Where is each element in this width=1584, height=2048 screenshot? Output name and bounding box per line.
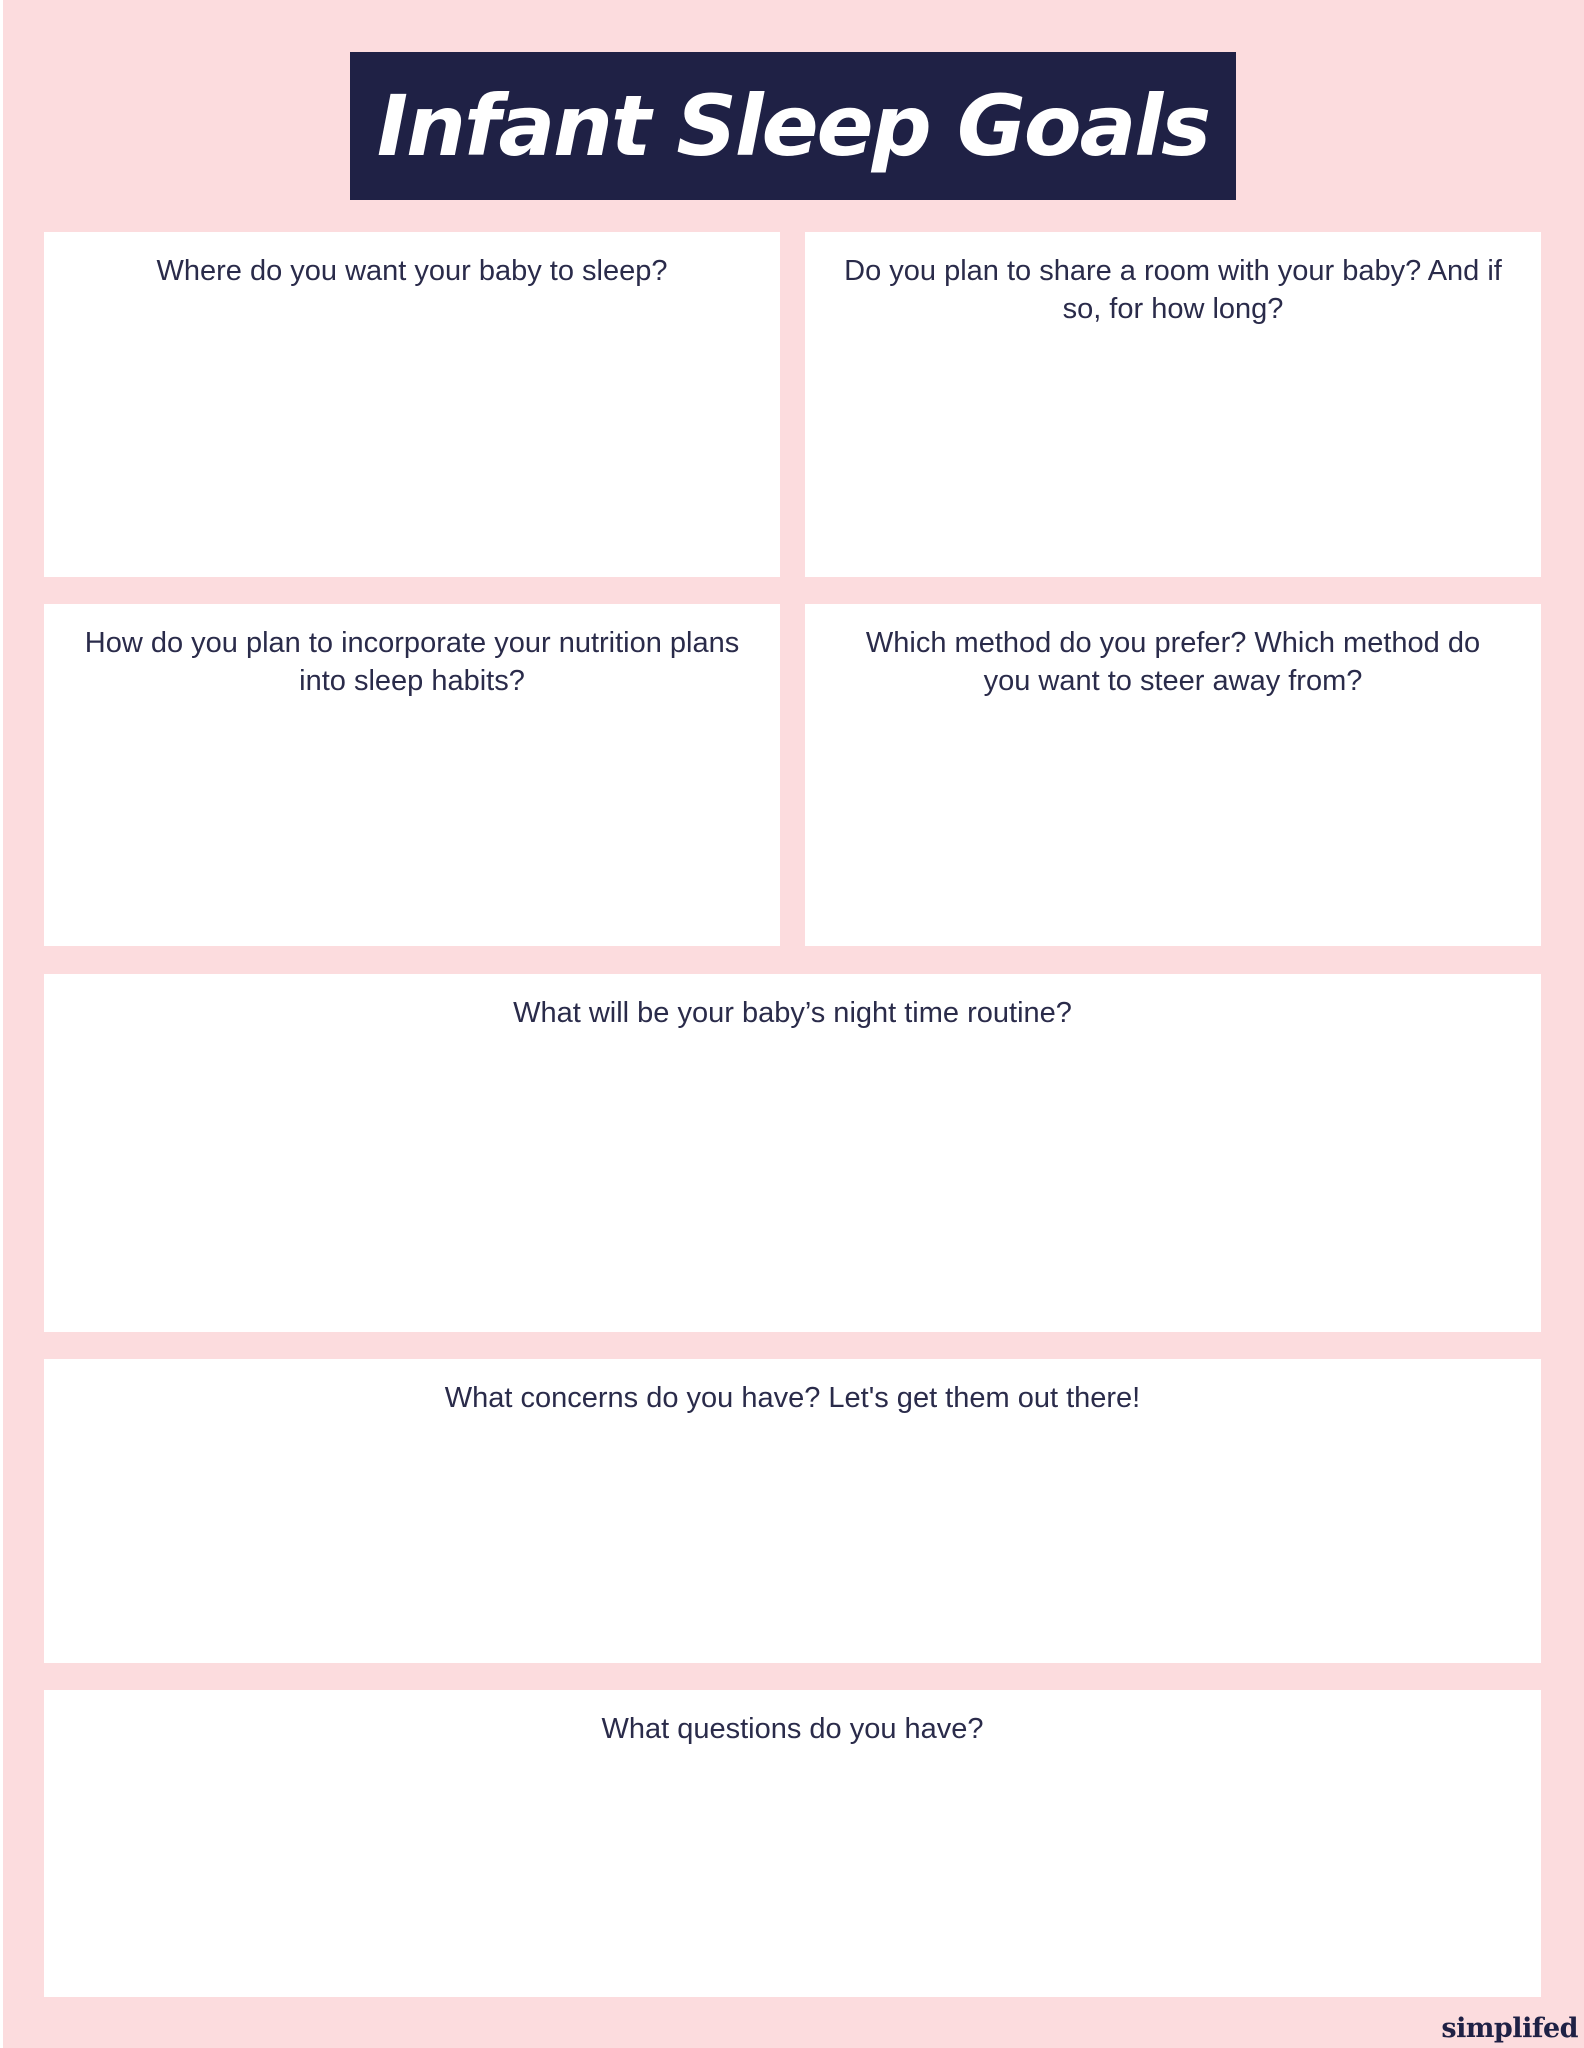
question-sleep-location: Where do you want your baby to sleep? bbox=[156, 255, 668, 287]
answer-box-preferred-method[interactable] bbox=[805, 604, 1541, 946]
simplifed-logo: simplifed bbox=[1441, 2013, 1578, 2044]
answer-box-questions[interactable] bbox=[44, 1690, 1541, 1997]
answer-box-sleep-location[interactable] bbox=[44, 232, 780, 577]
question-night-routine: What will be your baby’s night time routine? bbox=[513, 997, 1072, 1029]
answer-box-concerns[interactable] bbox=[44, 1359, 1541, 1663]
title-banner bbox=[350, 52, 1236, 200]
answer-box-nutrition-plans[interactable] bbox=[44, 604, 780, 946]
question-preferred-method: Which method do you prefer? Which method do you want to steer away from? bbox=[865, 627, 1481, 697]
page-left-edge bbox=[0, 0, 3, 2048]
question-nutrition-plans: How do you plan to incorporate your nutrition plans into sleep habits? bbox=[84, 627, 740, 697]
question-concerns: What concerns do you have? Let's get them out there! bbox=[444, 1382, 1141, 1414]
page-title: Infant Sleep Goals bbox=[376, 77, 1210, 175]
answer-box-room-sharing[interactable] bbox=[805, 232, 1541, 577]
question-questions: What questions do you have? bbox=[601, 1713, 984, 1745]
question-room-sharing: Do you plan to share a room with your baby? And if so, for how long? bbox=[844, 255, 1502, 325]
answer-box-night-routine[interactable] bbox=[44, 974, 1541, 1332]
